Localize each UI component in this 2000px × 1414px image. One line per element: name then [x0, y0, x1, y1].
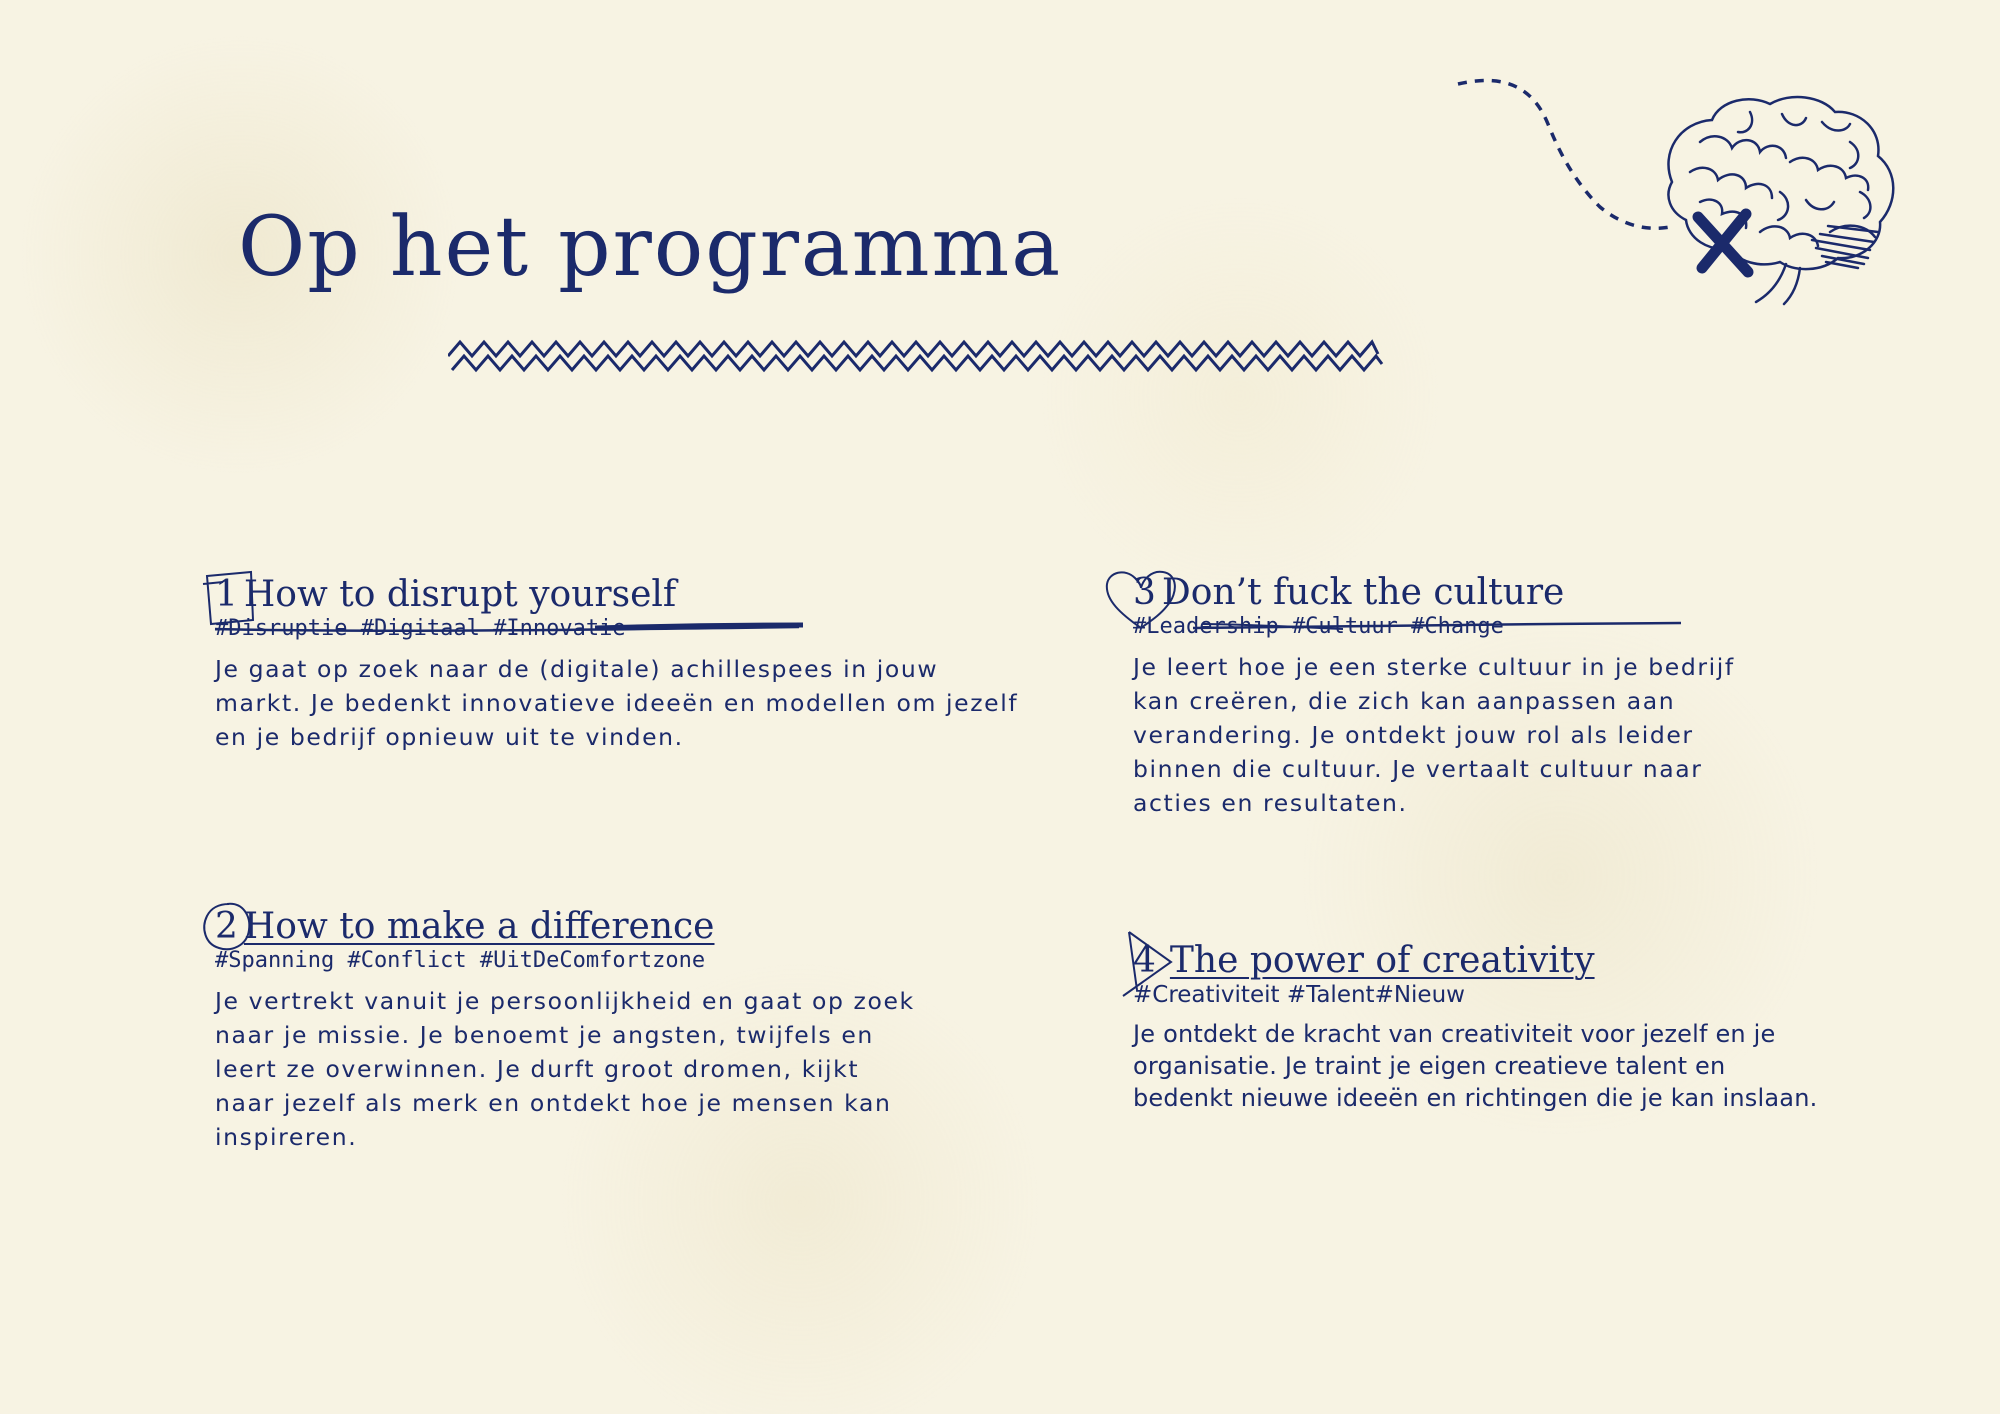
- page-title: Op het programma: [238, 200, 1063, 295]
- program-item-4: [1133, 940, 2000, 1114]
- program-item-3: [1133, 572, 2000, 820]
- program-description: Je leert hoe je een sterke cultuur in je bedrijf kan creëren, die zich kan aanpassen aan verandering. Je ontdekt jouw rol als leider binnen die cultuur. Je vertaalt cultuur naar acties en resultaten.: [1133, 653, 1735, 817]
- program-number: 3: [1133, 572, 1156, 613]
- program-tags: [215, 616, 1095, 646]
- program-heading: [1133, 940, 2000, 988]
- program-tags-text: #Leadership #Cultuur #Change: [1133, 614, 1504, 639]
- program-tags: [215, 948, 1095, 978]
- program-item-1: [215, 574, 1095, 754]
- program-title: Don’t fuck the culture: [1161, 572, 1565, 613]
- program-description: Je gaat op zoek naar de (digitale) achillespees in jouw markt. Je bedenkt innovatieve ideeën en modellen om jezelf en je bedrijf opnieuw uit te vinden.: [215, 655, 1019, 751]
- program-number: 4: [1133, 940, 1156, 981]
- program-title: How to disrupt yourself: [243, 574, 677, 615]
- strike-line: [215, 616, 815, 646]
- program-number: 1: [215, 574, 238, 615]
- program-heading: [215, 574, 1095, 622]
- program-heading: [1133, 572, 2000, 620]
- brain-icon: [1450, 72, 1920, 312]
- program-title: How to make a difference: [243, 906, 715, 947]
- program-item-2: [215, 906, 1095, 1154]
- x-mark-icon: [1698, 214, 1748, 272]
- program-description: Je vertrekt vanuit je persoonlijkheid en gaat op zoek naar je missie. Je benoemt je angsten, twijfels en leert ze overwinnen. Je durft groot dromen, kijkt naar jezelf als merk en ontdekt hoe je mensen kan inspireren.: [215, 987, 915, 1151]
- program-tags-text: #Spanning #Conflict #UitDeComfortzone: [215, 948, 706, 973]
- program-tags: [1133, 982, 2000, 1012]
- program-description: Je ontdekt de kracht van creativiteit voor jezelf en je organisatie. Je traint je eigen creatieve talent en bedenkt nieuwe ideeën en richtingen die je kan inslaan.: [1133, 1020, 1818, 1112]
- program-tags-text: #Disruptie #Digitaal #Innovatie: [215, 616, 626, 641]
- program-number: 2: [215, 906, 238, 947]
- dashed-path: [1458, 80, 1670, 228]
- program-title: The power of creativity: [1169, 940, 1595, 981]
- program-tags-text: #Creativiteit #Talent#Nieuw: [1133, 982, 1465, 1008]
- zigzag-line: [448, 334, 1388, 384]
- strike-line: [1133, 614, 1693, 644]
- program-heading: [215, 906, 1095, 954]
- program-tags: [1133, 614, 2000, 644]
